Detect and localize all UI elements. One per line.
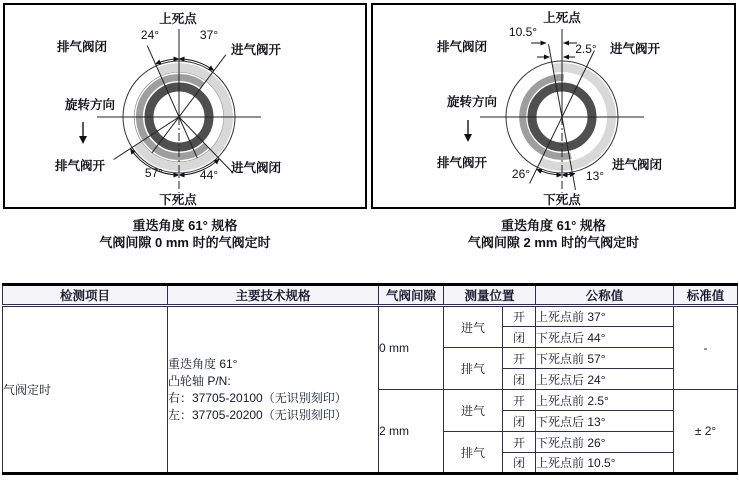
cell-open-close: 闭 [503,327,536,348]
cell-standard-0mm: - [674,306,738,390]
cell-valve-exhaust: 排气 [444,348,503,390]
caption-left-line1: 重迭角度 61° 规格 [132,218,238,233]
cell-clearance-0mm: 0 mm [379,306,444,390]
angle-top-right: 37° [199,28,219,42]
intake-close-label: 进气阀闭 [612,158,663,172]
header-inspection-item: 检测项目 [3,285,168,306]
intake-close-label: 进气阀闭 [231,161,282,175]
angle-top-left: 10.5° [508,25,538,39]
spec-line: 右：37705-20100（无识别刻印） [168,390,347,405]
intake-open-label: 进气阀开 [231,43,282,57]
cell-valve-intake: 进气 [444,390,503,432]
cell-nominal: 下死点后 44° [536,327,674,348]
header-valve-clearance: 气阀间隙 [379,285,444,306]
exhaust-open-label: 排气阀开 [436,156,487,170]
cell-open-close: 闭 [503,411,536,432]
cell-nominal: 上死点前 37° [536,306,674,327]
cell-nominal: 上死点后 24° [536,369,674,390]
exhaust-close-label: 排气阀闭 [436,40,487,54]
header-main-specs: 主要技术规格 [168,285,379,306]
angle-bottom-left: 26° [511,167,531,181]
angle-top-left: 24° [140,28,160,42]
bdc-label: 下死点 [543,193,581,207]
valve-timing-diagram-0mm [3,3,367,209]
caption-right-line1: 重迭角度 61° 规格 [501,218,606,233]
angle-top-right: 2.5° [575,42,597,56]
valve-timing-figure-2mm [373,5,734,207]
cell-open-close: 开 [503,432,536,453]
caption-right [371,217,736,251]
cell-standard-2mm: ± 2° [674,390,738,474]
cell-valve-exhaust: 排气 [444,432,503,474]
cell-open-close: 开 [503,348,536,369]
spec-line: 左：37705-20200（无识别刻印） [168,407,347,422]
cell-clearance-2mm: 2 mm [379,390,444,474]
exhaust-open-label: 排气阀开 [54,159,105,173]
valve-timing-spec-table [2,283,738,475]
caption-right-line2: 气阀间隙 2 mm 时的气阀定时 [467,235,640,250]
cell-nominal: 上死点前 10.5° [536,453,674,474]
spec-line: 凸轮轴 P/N: [168,373,231,388]
cell-open-close: 开 [503,306,536,327]
cell-open-close: 闭 [503,453,536,474]
angle-bottom-right: 13° [585,169,605,183]
header-nominal-value: 公称值 [536,285,674,306]
exhaust-close-label: 排气阀闭 [56,40,107,54]
rotation-arrowhead-icon [464,134,472,142]
cell-nominal: 下死点后 13° [536,411,674,432]
intake-open-label: 进气阀开 [610,42,661,56]
cell-nominal: 下死点前 57° [536,348,674,369]
rotation-label: 旋转方向 [446,95,497,109]
bdc-label: 下死点 [159,193,197,207]
cell-nominal: 下死点前 26° [536,432,674,453]
tdc-label: 上死点 [159,12,197,26]
caption-left [3,217,367,251]
header-measure-position: 测量位置 [444,285,536,306]
valve-timing-diagram-2mm [371,3,736,209]
cell-open-close: 开 [503,390,536,411]
valve-timing-figure-0mm [5,5,365,207]
cell-nominal: 上死点前 2.5° [536,390,674,411]
cell-specs [168,306,379,474]
cell-open-close: 闭 [503,369,536,390]
rotation-label: 旋转方向 [64,98,115,112]
angle-bottom-right: 44° [199,168,219,182]
angle-bottom-left: 57° [144,166,164,180]
rotation-arrowhead-icon [79,136,87,144]
cell-item: 气阀定时 [3,306,168,474]
spec-line: 重迭角度 61° [168,356,238,371]
header-row [3,285,738,306]
caption-left-line2: 气阀间隙 0 mm 时的气阀定时 [99,235,271,250]
tdc-label: 上死点 [543,11,581,25]
header-standard-value: 标准值 [674,285,738,306]
table-row [3,306,738,327]
cell-valve-intake: 进气 [444,306,503,348]
